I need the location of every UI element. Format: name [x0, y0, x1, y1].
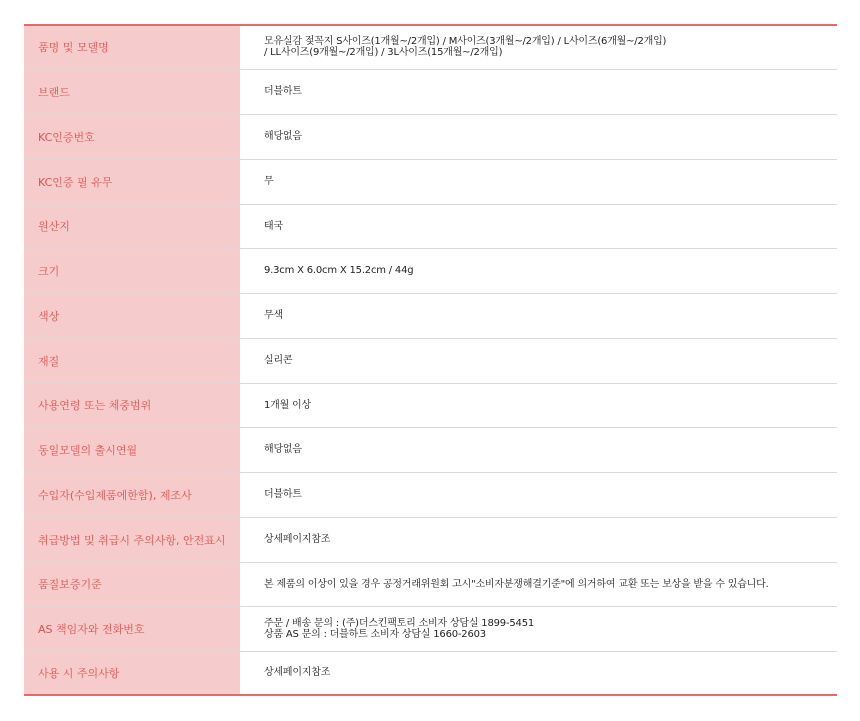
row-value-warranty: 본 제품의 이상이 있을 경우 공정거래위원회 고시"소비자분쟁해결기준"에 의거하여 교환 또는 보상을 받을 수 있습니다. [240, 562, 837, 606]
product-info-table [24, 24, 837, 696]
row-value-kc-number: 해당없음 [240, 114, 837, 159]
value-line: 상품 AS 문의 : 더블하트 소비자 상담실 1660-2603 [264, 628, 486, 640]
row-label-warranty: 품질보증기준 [24, 562, 240, 606]
row-value-kc-status: 무 [240, 159, 837, 204]
table-row [24, 606, 837, 651]
row-value-handling: 상세페이지참조 [240, 517, 837, 562]
row-value-release-date: 해당없음 [240, 427, 837, 472]
table-row [24, 25, 837, 69]
table-row [24, 204, 837, 248]
row-label-origin: 원산지 [24, 204, 240, 248]
row-label-manufacturer: 수입자(수입제품에한함), 제조사 [24, 472, 240, 517]
row-value-brand: 더블하트 [240, 69, 837, 114]
table-row [24, 383, 837, 427]
table-row [24, 114, 837, 159]
row-label-kc-status: KC인증 필 유무 [24, 159, 240, 204]
row-label-material: 재질 [24, 338, 240, 383]
row-value-size: 9.3cm X 6.0cm X 15.2cm / 44g [240, 248, 837, 293]
row-label-handling: 취급방법 및 취급시 주의사항, 안전표시 [24, 517, 240, 562]
row-label-age-range: 사용연령 또는 체중범위 [24, 383, 240, 427]
table-row [24, 562, 837, 606]
table-row [24, 517, 837, 562]
row-label-kc-number: KC인증번호 [24, 114, 240, 159]
row-label-as-contact: AS 책임자와 전화번호 [24, 606, 240, 651]
row-label-size: 크기 [24, 248, 240, 293]
row-value-origin: 태국 [240, 204, 837, 248]
value-line: 모유실감 젖꼭지 S사이즈(1개월~/2개입) / M사이즈(3개월~/2개입) / L사이즈(6개월~/2개입) [264, 36, 667, 48]
table-row [24, 427, 837, 472]
row-label-release-date: 동일모델의 출시연월 [24, 427, 240, 472]
table-row [24, 293, 837, 338]
row-label-product-name: 품명 및 모델명 [24, 25, 240, 69]
row-label-brand: 브랜드 [24, 69, 240, 114]
row-label-color: 색상 [24, 293, 240, 338]
table-row [24, 338, 837, 383]
row-value-material: 실리콘 [240, 338, 837, 383]
table-row [24, 651, 837, 695]
table-row [24, 472, 837, 517]
value-line: / LL사이즈(9개월~/2개입) / 3L사이즈(15개월~/2개입) [264, 47, 503, 59]
row-value-manufacturer: 더블하트 [240, 472, 837, 517]
row-label-precautions: 사용 시 주의사항 [24, 651, 240, 695]
value-line: 주문 / 배송 문의 : (주)더스킨팩토리 소비자 상담실 1899-5451 [264, 617, 535, 629]
row-value-product-name [240, 25, 837, 69]
row-value-precautions: 상세페이지참조 [240, 651, 837, 695]
row-value-as-contact [240, 606, 837, 651]
row-value-age-range: 1개월 이상 [240, 383, 837, 427]
table-row [24, 159, 837, 204]
row-value-color: 무색 [240, 293, 837, 338]
table-row [24, 248, 837, 293]
table-row [24, 69, 837, 114]
